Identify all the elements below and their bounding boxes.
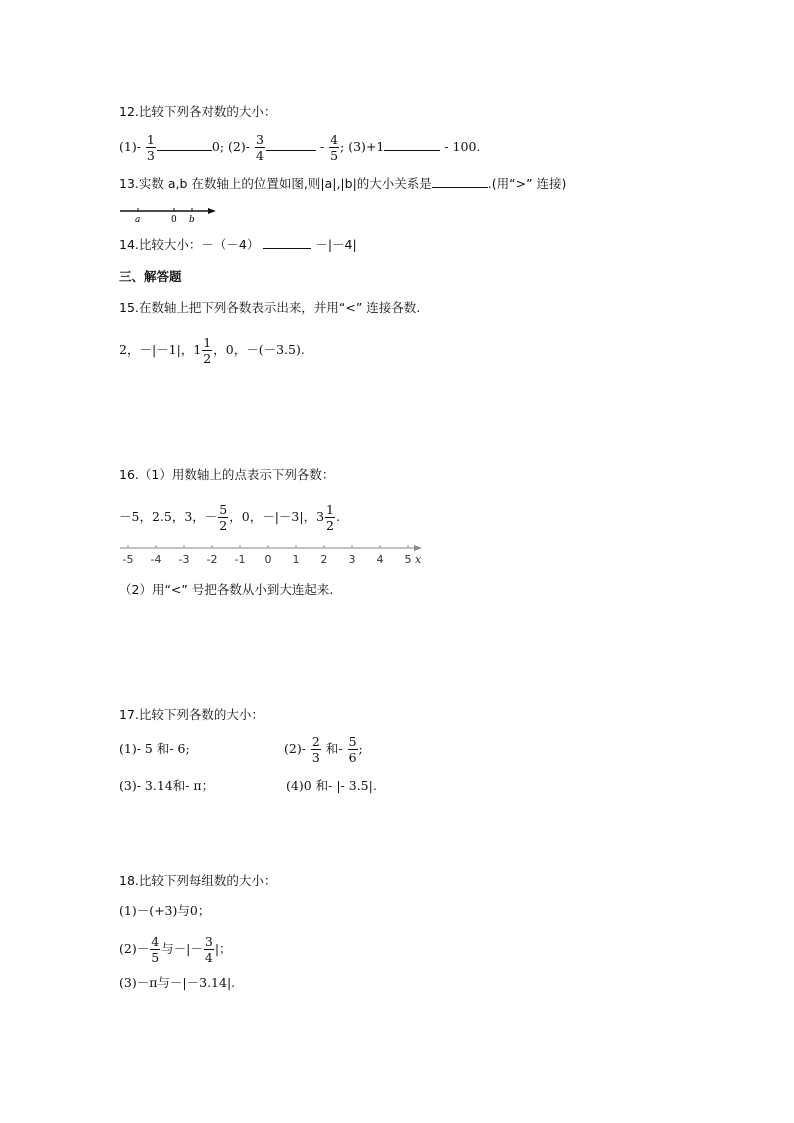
q18-p2-prefix: (2)－ <box>119 941 150 956</box>
q15-numbers <box>119 335 305 366</box>
q16-axis-var-x: x <box>415 553 422 566</box>
q18-p1: (1)－(+3)与0； <box>119 903 211 918</box>
q15-nums-b: ，0，－(－3.5). <box>213 342 305 357</box>
q18-p2-end: |； <box>214 941 232 956</box>
q13-number-line <box>120 203 220 225</box>
q12-parts <box>119 132 480 163</box>
q14-answer-blank[interactable] <box>263 236 311 249</box>
q12-frac-3-4: $\frac{3}{4}$ <box>255 132 264 163</box>
q14-text-after: －|－4| <box>315 237 357 252</box>
q16-title: 16.（1）用数轴上的点表示下列各数： <box>119 467 335 482</box>
q12-frac-4-5: $\frac{4}{5}$ <box>330 132 339 163</box>
q16-axis-tick-label: -1 <box>234 553 246 566</box>
q18-p2 <box>119 934 232 965</box>
q17-p2 <box>284 734 363 765</box>
q13-answer-blank[interactable] <box>432 175 488 188</box>
q17-p4: (4)0 和- |- 3.5|. <box>286 778 377 793</box>
q18-p3: (3)－π与－|－3.14|. <box>119 975 236 990</box>
q15-nums-a: 2，－|－1|，1 <box>119 342 202 357</box>
q12-p3: ; (3)+1 <box>340 139 385 154</box>
q17-p2-end: ; <box>358 741 363 756</box>
q15-frac-1-2: $\frac{1}{2}$ <box>203 335 212 366</box>
q16-axis-tick-label: -2 <box>206 553 218 566</box>
q12-p2-mid: - <box>319 139 325 154</box>
q16-axis-tick-label: 3 <box>348 553 356 566</box>
q13-axis-label-b: b <box>189 215 195 225</box>
q16-axis-tick-label: 1 <box>292 553 300 566</box>
q12-p1-after: 0; (2)- <box>211 139 250 154</box>
q12-p3-after: - 100. <box>444 139 481 154</box>
q17-p2-mid: 和- <box>325 741 343 756</box>
q17-frac-5-6: $\frac{5}{6}$ <box>348 734 357 765</box>
q16-nums-b: ，0，－|－3|，3 <box>229 509 325 524</box>
q12-p1-prefix: (1)- <box>119 139 141 154</box>
q16-part2: （2）用“<” 号把各数从小到大连起来. <box>119 582 334 597</box>
q16-axis-tick-label: 0 <box>264 553 272 566</box>
q17-p1: (1)- 5 和- 6; <box>119 741 190 756</box>
q12-title: 12.比较下列各对数的大小： <box>119 104 277 119</box>
section-title: 三、解答题 <box>119 269 182 284</box>
q16-nums-a: －5，2.5，3，－ <box>119 509 218 524</box>
q16-frac-5-2: $\frac{5}{2}$ <box>219 502 228 533</box>
q17-title: 17.比较下列各数的大小： <box>119 707 264 722</box>
q17-p3: (3)- 3.14和- π； <box>119 778 215 793</box>
q12-answer-blank-1[interactable] <box>157 138 212 151</box>
q14-text <box>119 236 357 254</box>
q16-axis-tick-label: -5 <box>122 553 134 566</box>
q13-axis-label-0: 0 <box>171 215 177 225</box>
q16-axis-tick-label: -4 <box>150 553 162 566</box>
q18-title: 18.比较下列每组数的大小： <box>119 873 277 888</box>
q18-frac-4-5: $\frac{4}{5}$ <box>151 934 160 965</box>
q13-text <box>119 175 566 193</box>
q17-frac-2-3: $\frac{2}{3}$ <box>311 734 320 765</box>
q18-p2-mid: 与－|－ <box>161 941 203 956</box>
q12-frac-1-3: $\frac{1}{3}$ <box>146 132 155 163</box>
q16-axis-tick-label: -3 <box>178 553 190 566</box>
q16-axis-tick-label: 5 <box>404 553 412 566</box>
q13-text-after: .(用“>” 连接) <box>487 176 567 191</box>
q16-frac-1-2: $\frac{1}{2}$ <box>326 502 334 533</box>
q15-title: 15.在数轴上把下列各数表示出来，并用“<” 连接各数. <box>119 300 421 315</box>
q18-frac-3-4: $\frac{3}{4}$ <box>204 934 213 965</box>
q16-nums-c: . <box>336 509 340 524</box>
q14-text-before: 14.比较大小：－（－4） <box>119 237 260 252</box>
q12-answer-blank-3[interactable] <box>384 138 440 151</box>
q16-numbers <box>119 502 340 533</box>
q16-number-line <box>118 541 428 569</box>
q16-axis-tick-label: 2 <box>320 553 328 566</box>
q13-text-before: 13.实数 a,b 在数轴上的位置如图,则|a|,|b|的大小关系是 <box>119 176 432 191</box>
q16-axis-tick-label: 4 <box>376 553 384 566</box>
q13-axis-label-a: a <box>135 215 141 225</box>
q17-p2-prefix: (2)- <box>284 741 306 756</box>
q12-answer-blank-2[interactable] <box>266 138 316 151</box>
